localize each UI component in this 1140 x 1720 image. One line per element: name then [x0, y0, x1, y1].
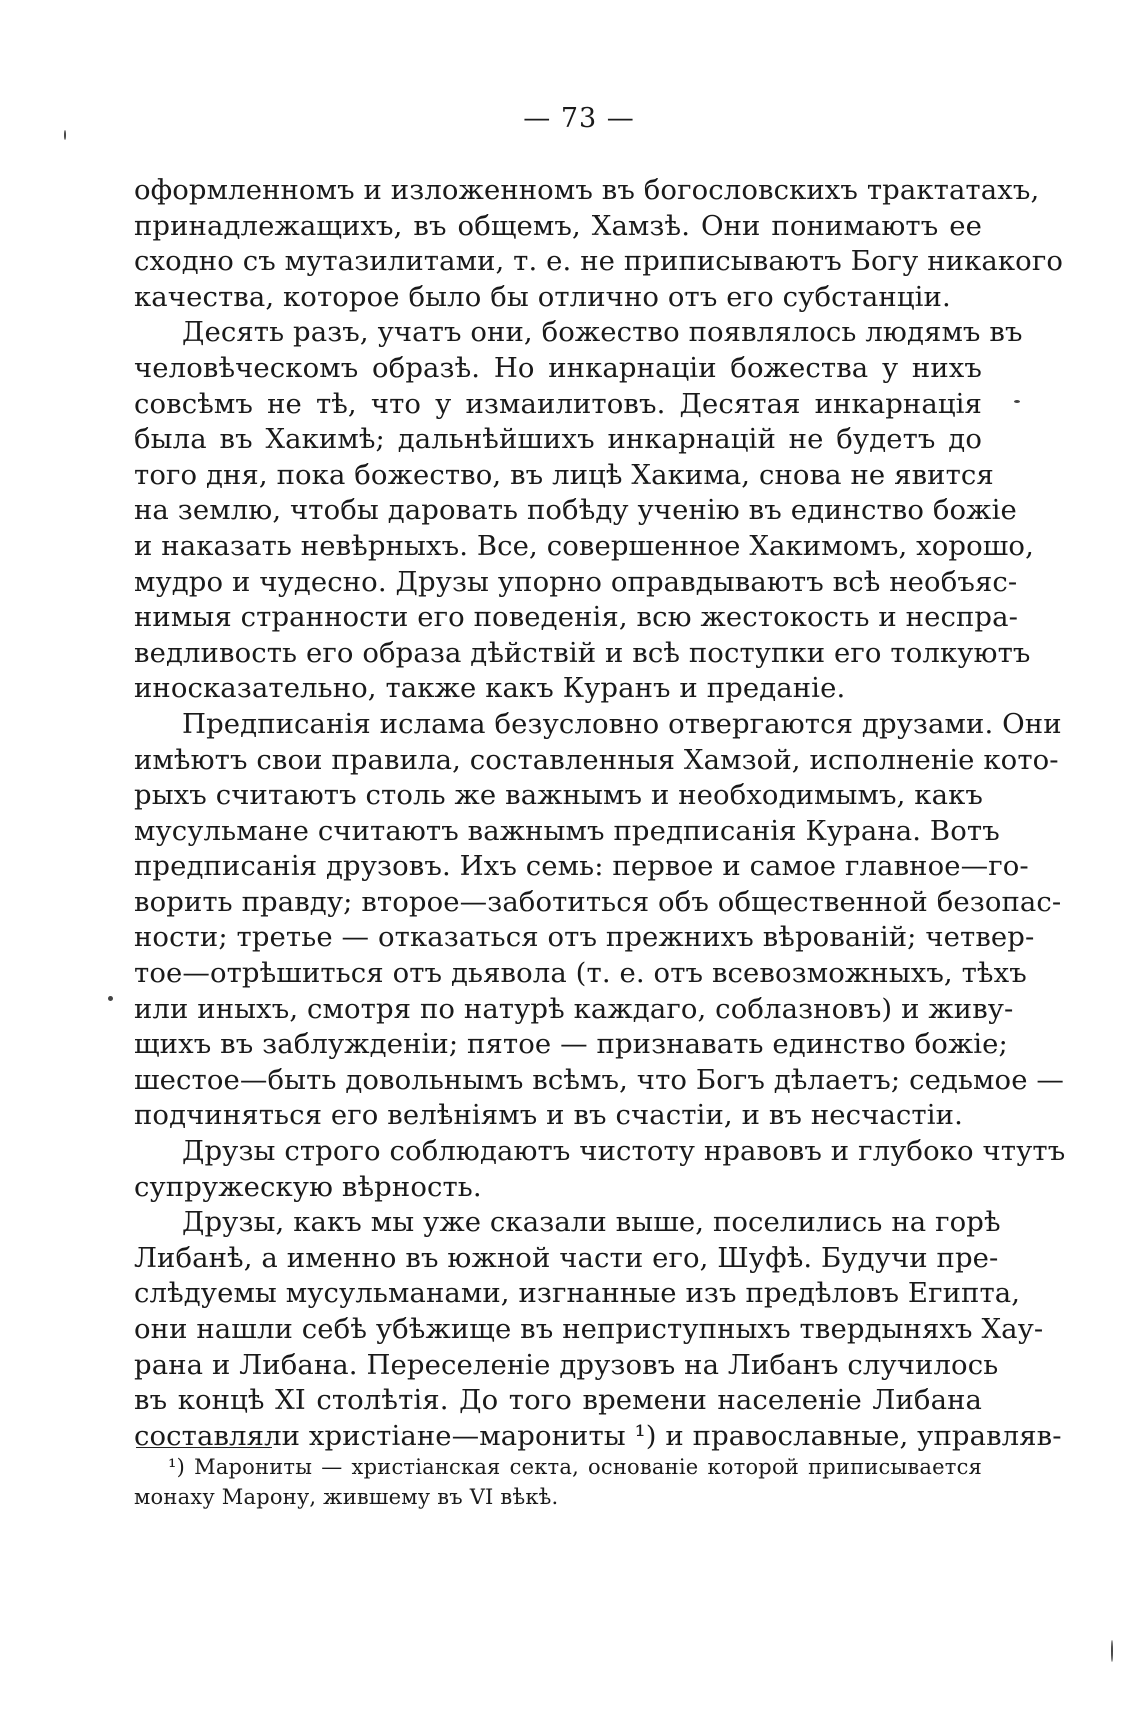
- paragraph-3: [134, 707, 1065, 1134]
- text-line: слѣдуемы мусульманами, изгнанные изъ предѣловъ Египта,: [134, 1277, 1021, 1310]
- text-line: того дня, пока божество, въ лицѣ Хакима, снова не явится: [134, 458, 994, 491]
- text-line: принадлежащихъ, въ общемъ, Хамзѣ. Они понимаютъ ее: [134, 209, 982, 242]
- scan-speck: [64, 130, 66, 140]
- text-line: ности; третье — отказаться отъ прежнихъ вѣрованій; четвер-: [134, 921, 1035, 954]
- text-line: подчиняться его велѣніямъ и въ счастіи, и въ несчастіи.: [134, 1099, 963, 1132]
- text-line: и наказать невѣрныхъ. Все, совершенное Хакимомъ, хорошо,: [134, 529, 1034, 562]
- text-line: совсѣмъ не тѣ, что у измаилитовъ. Десятая инкарнація: [134, 387, 982, 420]
- footnote-divider: [136, 1447, 272, 1448]
- text-line: иносказательно, также какъ Куранъ и преданіе.: [134, 672, 846, 705]
- text-line: они нашли себѣ убѣжище въ неприступныхъ твердыняхъ Хау-: [134, 1313, 1044, 1345]
- text-line: мусульмане считаютъ важнымъ предписанія Курана. Вотъ: [134, 814, 1000, 847]
- text-line: щихъ въ заблужденіи; пятое — признавать единство божіе;: [134, 1028, 1008, 1061]
- text-line: предписанія друзовъ. Ихъ семь: первое и самое главное—го-: [134, 850, 1029, 883]
- text-line: рана и Либана. Переселеніе друзовъ на Либанъ случилось: [134, 1348, 999, 1381]
- text-line: шестое—быть довольнымъ всѣмъ, что Богъ дѣлаетъ; седьмое —: [134, 1063, 1065, 1096]
- paragraph-5: [134, 1205, 1062, 1454]
- text-line: или иныхъ, смотря по натурѣ каждаго, соблазновъ) и живу-: [134, 992, 1014, 1025]
- text-line: мудро и чудесно. Друзы упорно оправдываютъ всѣ необъяс-: [134, 565, 1018, 598]
- scan-speck: [1111, 1640, 1113, 1662]
- text-line: была въ Хакимѣ; дальнѣйшихъ инкарнацій не будетъ до: [134, 423, 982, 456]
- paragraph-2: [134, 315, 1034, 707]
- text-line: сходно съ мутазилитами, т. е. не приписываютъ Богу никакого: [134, 245, 1064, 278]
- text-line: оформленномъ и изложенномъ въ богословскихъ трактатахъ,: [134, 174, 1040, 206]
- paragraph-4: [134, 1134, 1066, 1205]
- text-line: Друзы строго соблюдаютъ чистоту нравовъ и глубоко чтутъ: [182, 1135, 1066, 1168]
- text-line: качества, которое было бы отлично отъ его субстанціи.: [134, 280, 951, 313]
- text-line: Друзы, какъ мы уже сказали выше, поселились на горѣ: [182, 1206, 1001, 1239]
- text-line: нимыя странности его поведенія, всю жестокость и неспра-: [134, 601, 1019, 634]
- text-line: на землю, чтобы даровать побѣду ученію въ единство божіе: [134, 494, 1017, 527]
- text-line: тое—отрѣшиться отъ дьявола (т. е. отъ всевозможныхъ, тѣхъ: [134, 957, 1027, 990]
- text-line: имѣютъ свои правила, составленныя Хамзой, исполненіе кото-: [134, 743, 1059, 776]
- body-text: [134, 173, 1066, 1454]
- text-line: въ концѣ XI столѣтія. До того времени населеніе Либана: [134, 1384, 982, 1417]
- text-line: Предписанія ислама безусловно отвергаются друзами. Они: [182, 707, 1062, 740]
- text-line: составляли христіане—марониты ¹) и православные, управляв-: [134, 1419, 1062, 1452]
- text-line: супружескую вѣрность.: [134, 1170, 482, 1203]
- text-line: Либанѣ, а именно въ южной части его, Шуфѣ. Будучи пре-: [134, 1241, 999, 1274]
- page-number: — 73 —: [523, 103, 635, 134]
- text-line: ведливость его образа дѣйствій и всѣ поступки его толкуютъ: [134, 636, 1031, 669]
- text-line: Десять разъ, учатъ они, божество появлялось людямъ въ: [182, 316, 1023, 349]
- text-line: ворить правду; второе—заботиться объ общественной безопас-: [134, 885, 1062, 918]
- text-line: человѣческомъ образѣ. Но инкарнаціи божества у нихъ: [134, 351, 982, 384]
- footnote-line: ¹) Марониты — христіанская секта, основаніе которой приписывается: [168, 1455, 982, 1479]
- text-line: рыхъ считаютъ столь же важнымъ и необходимымъ, какъ: [134, 779, 983, 812]
- scan-speck: [1014, 400, 1020, 403]
- scan-speck: [108, 996, 113, 1001]
- paragraph-1: [134, 173, 1064, 315]
- footnote-line: монаху Марону, жившему въ VI вѣкѣ.: [134, 1485, 559, 1509]
- footnote: [134, 1452, 982, 1512]
